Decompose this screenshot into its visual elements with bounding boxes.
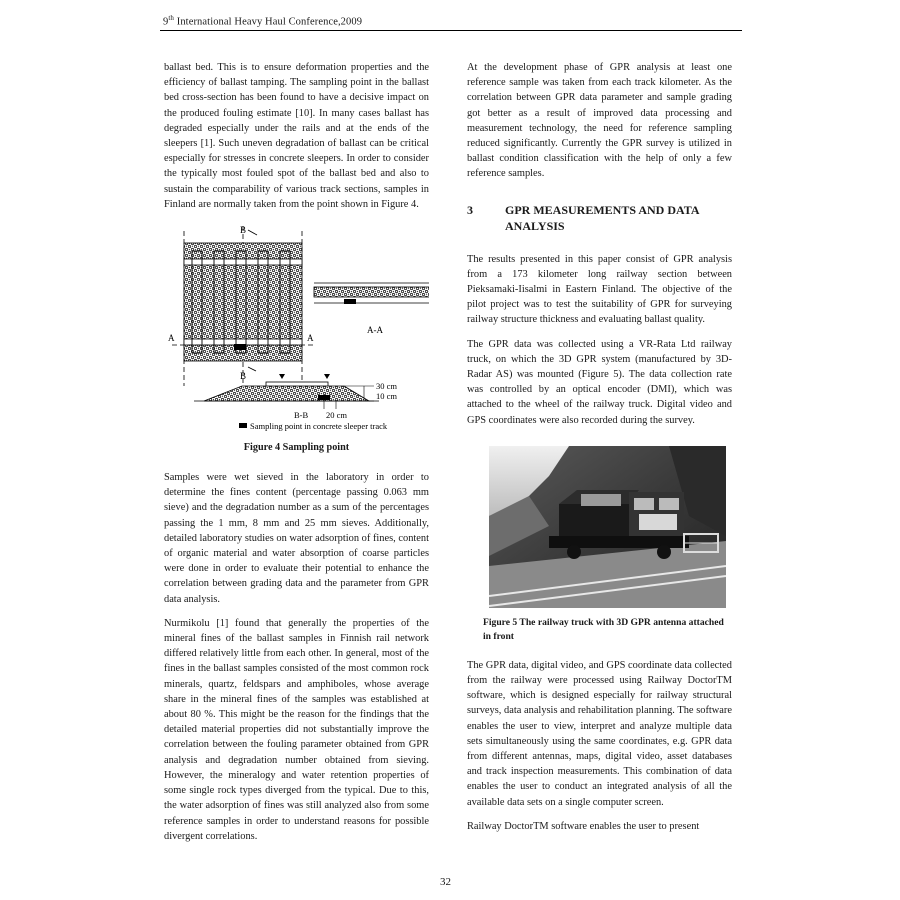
label-b-b: B-B xyxy=(294,410,309,421)
section-number: 3 xyxy=(467,202,473,217)
paragraph: At the development phase of GPR analysis at least one reference sample was taken from each track kilometer. As the correlation between GPR data parameter and sample grading got better as a result of improved data processing and measurement technology, the need for reference sampling reduced significantly. Currently the GPR survey is utilized in ballast condition classification with the help of only a few reference samples. xyxy=(467,62,732,180)
label-10cm: 10 cm xyxy=(376,391,398,402)
section-b-b xyxy=(194,374,397,420)
right-column xyxy=(467,60,732,843)
section-heading xyxy=(467,202,732,234)
header-ordinal-suffix: th xyxy=(168,14,175,22)
left-column xyxy=(164,60,429,853)
paragraph: The GPR data was collected using a VR-Rata Ltd railway truck, on which the 3D GPR system (manufactured by 3D-Radar AS) was mounted (Figure 5). The data collection rate was controlled by an optical encoder (DMI), which was attached to the wheel of the railway truck. Digital video and GPS coordinates were also recorded during the survey. xyxy=(467,338,732,426)
label-20cm: 20 cm xyxy=(326,410,348,421)
paragraph: Nurmikolu [1] found that generally the properties of the mineral fines of the ballast samples in Finnish rail network differed relatively little from each other. In general, most of the fines in the ballast samples consisted of the most common rock minerals, quartz, feldspars and amphiboles, whose average share in the mineral fines of the samples was established at about 80 %. This might be the reason for the findings that the detailed material properties did not substantially improve the correlation between the fouling parameter obtained from GPR analysis and degradation number obtained from sieving. However, the mineralogy and water retention properties of some single rock types diverged from the typical. Due to this, the water adsorption of fines was still analyzed also from some reference samples in order to understand reasons for possible divergent correlations. xyxy=(164,617,429,842)
figure-5 xyxy=(467,446,732,644)
running-header xyxy=(163,14,362,28)
section-a-a xyxy=(314,283,429,335)
header-rule xyxy=(160,30,742,31)
header-ordinal: 9 xyxy=(163,16,169,28)
label-b-top: B xyxy=(240,225,247,236)
label-a-a: A-A xyxy=(367,325,383,336)
figure-4-caption: Figure 4 Sampling point xyxy=(243,442,350,454)
header-conference: International Heavy Haul Conference,2009 xyxy=(174,16,363,28)
label-a-right: A xyxy=(307,333,314,344)
figure-4-diagram xyxy=(164,221,429,456)
label-30cm: 30 cm xyxy=(376,381,398,392)
label-a-left: A xyxy=(168,333,175,344)
paragraph: Railway DoctorTM software enables the user to present xyxy=(467,820,700,832)
plan-view xyxy=(168,225,314,386)
legend-swatch xyxy=(239,423,247,428)
legend-text: Sampling point in concrete sleeper track xyxy=(250,421,388,432)
paragraph: Samples were wet sieved in the laboratory in order to determine the fines content (percentage passing 0.063 mm sieve) and the degradation number as a sum of the percentages passing the 1 mm, 8 mm and 25 mm sieves. Additionally, detailed laboratory studies on water adsorption of fines, content of organic material and water absorption of coarse particles were done in order to evaluate their potential to enhance the correlation between grading data and the parameter from GPR data analysis. xyxy=(164,472,429,605)
railway-truck-photo xyxy=(489,446,726,608)
paragraph: The results presented in this paper consist of GPR analysis from a 173 kilometer long railway section between Pieksamaki-Iisalmi in Eastern Finland. The objective of the pilot project was to test the suitability of GPR for surveying railway structure thickness and evaluating ballast quality. xyxy=(467,253,732,326)
figure-4 xyxy=(164,221,429,456)
figure-5-caption: Figure 5 The railway truck with 3D GPR antenna attached in front xyxy=(483,616,724,642)
paragraph: ballast bed. This is to ensure deformation properties and the efficiency of ballast tamping. The sampling point in the ballast bed cross-section has been found to have a decisive impact on the produced fouling estimate [10]. In many cases ballast has degraded especially under the rails and at the ends of the sleepers [1]. Such uneven degradation of ballast can be critical especially for stresses in concrete sleepers. In order to consider the typically most fouled spot of the ballast bed and also to sustain the comparability of various track sections, samples in Finland are normally taken from the point shown in Figure 4. xyxy=(164,62,429,210)
paragraph: The GPR data, digital video, and GPS coordinate data collected from the railway were processed using Railway DoctorTM software, which is designed especially for railway structural surveys, data analysis and rehabilitation planning. The software enables the user to view, interpret and analyze multiple data sets simultaneously using the same coordinates, e.g. GPR data from different antennas, maps, digital video, asset databases and track inspection measurements. This combination of data enables the user to conduct an integrated analysis of all the available data sets on a single computer screen. xyxy=(467,659,732,808)
label-b-bottom: B xyxy=(240,371,247,382)
page-number: 32 xyxy=(440,876,451,888)
section-title: GPR MEASUREMENTS AND DATA ANALYSIS xyxy=(505,202,699,233)
